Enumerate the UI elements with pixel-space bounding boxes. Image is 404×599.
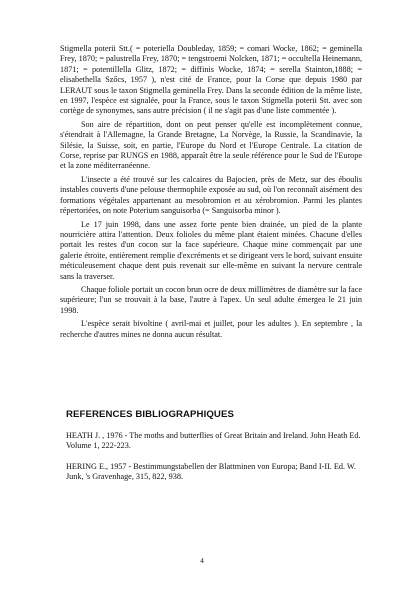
- paragraph: L'espèce serait bivoltine ( avril-mai et juillet, pour les adultes ). En septembre , la recherche d'autres mines ne donna aucun résultat.: [60, 319, 362, 339]
- reference-item: HERING E., 1957 - Bestimmungstabellen der Blattminen von Europa; Band I-II. Ed. W. Junk, 's Gravenhage, 315, 822, 938.: [66, 461, 356, 482]
- paragraph: Son aire de répartition, dont on peut penser qu'elle est incomplètement connue, s'étendrait à l'Allemagne, la Grande Bretagne, La Norvège, la Russie, la Scandinavie, la Silésie, la Suisse, soit, en partie, l'Europe du Nord et l'Europe Centrale. La citation de Corse, reprise par RUNGS en 1988, apparaît être la seule référence pour le Sud de l'Europe et la zone méditerranéenne.: [60, 119, 362, 171]
- references-list: [66, 431, 366, 483]
- page-number: 4: [200, 556, 204, 565]
- paragraph: Chaque foliole portait un cocon brun ocre de deux millimètres de diamètre sur la face supérieure; l'un se trouvait à la base, l'autre à l'apex. Un seul adulte émergea le 21 juin 1998.: [60, 284, 362, 315]
- paragraph: Stigmella poterii Stt.( = poteriella Doubleday, 1859; = comari Wocke, 1862; = geminella Frey, 1870; = palustrella Frey, 1870; = tengstroemi Nolcken, 1871; = occultella Heinemann, 1871; = potentillella Glitz, 1872; = diffinis Wocke, 1874; = serella Stainton,1888; = elisabethella Szőcs, 1957 ), n'est cité de France, pour la Corse que depuis 1980 par LERAUT sous le taxon Stigmella geminella Frey. Dans la seconde édition de la même liste, en 1997, l'espèce est signalée, pour la France, sous le taxon Stigmella poterii Stt. avec son cortège de synonymes, sans autre précision ( il ne s'agit pas d'une liste commentée ).: [60, 44, 362, 116]
- paragraph: L'insecte a été trouvé sur les calcaires du Bajocien, près de Metz, sur des éboulis instables couverts d'une pelouse thermophile exposée au sud, où l'on reconnaît aisément des formations végétales appartenant au mesobromion et au xérobromion. Parmi les plantes répertoriées, on note Poterium sanguisorba (= Sanguisorba minor ).: [60, 174, 362, 216]
- reference-item: HEATH J. , 1976 - The moths and butterflies of Great Britain and Ireland. John Heath Ed. Volume 1, 222-223.: [66, 431, 361, 451]
- references-heading: REFERENCES BIBLIOGRAPHIQUES: [66, 409, 234, 420]
- body-text: [60, 44, 362, 340]
- paragraph: Le 17 juin 1998, dans une assez forte pente bien drainée, un pied de la plante nourricière attira l'attention. Deux folioles du même plant étaient minées. Chacune d'elles portait les restes d'un cocon sur la face supérieure. Chaque mine commençait par une galerie étroite, entièrement remplie d'excréments et se dirigeant vers le bord, suivant ensuite méticuleusement chaque dent puis revenait sur elle-même en suivant la nervure centrale sans la traverser.: [60, 219, 362, 281]
